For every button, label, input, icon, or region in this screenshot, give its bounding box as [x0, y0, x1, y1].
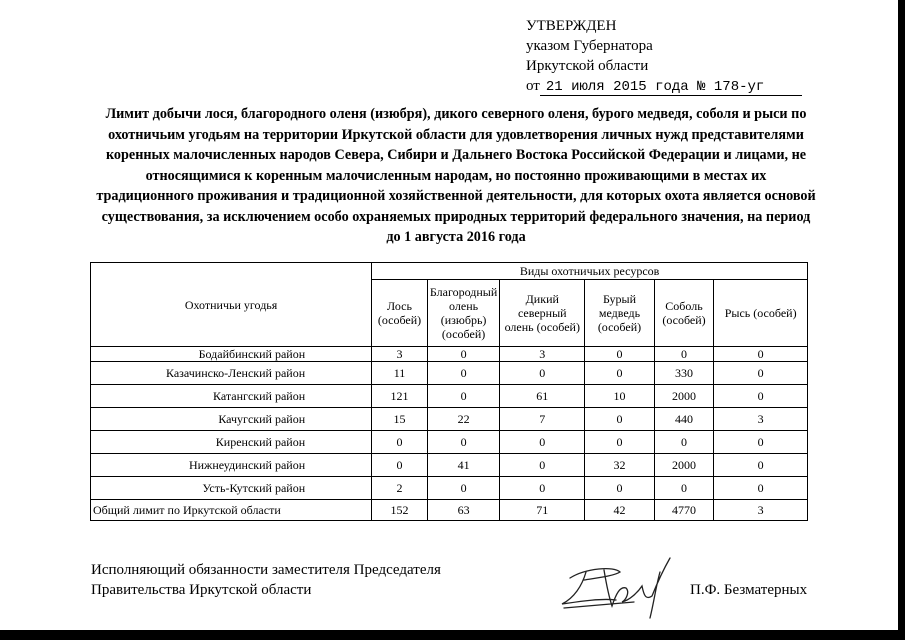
table-row	[91, 408, 808, 431]
scan-border-bottom	[0, 630, 905, 640]
header-resource-types: Виды охотничьих ресурсов	[372, 263, 808, 280]
document-title: Лимит добычи лося, благородного оленя (изюбря), дикого северного оленя, бурого медведя, соболя и рыси по охотничьим угодьям на территории Иркутской области для удовлетворения личных нужд представителями коренных малочисленных народов Севера, Сибири и Дальнего Востока Российской Федерации и лицами, не относящимися к коренным малочисленным народам, но постоянно проживающими в местах их традиционного проживания и традиционной хозяйственной деятельности, для которых охота является основой существования, за исключением особо охраняемых природных территорий федерального значения, на период до 1 августа 2016 года	[96, 106, 816, 245]
signer-position	[91, 560, 441, 600]
limit-value: 0	[427, 477, 499, 500]
hunting-ground-name: Усть-Кутский район	[91, 477, 372, 500]
hunting-ground-name: Казачинско-Ленский район	[91, 362, 372, 385]
limit-value: 2000	[654, 454, 714, 477]
limit-value: 0	[427, 362, 499, 385]
limit-value: 7	[500, 408, 585, 431]
table-row	[91, 454, 808, 477]
limit-value: 3	[372, 347, 428, 362]
hunting-ground-name: Качугский район	[91, 408, 372, 431]
limit-value: 0	[585, 347, 654, 362]
limit-value: 330	[654, 362, 714, 385]
column-header: Благородный олень (изюбрь) (особей)	[427, 280, 499, 347]
total-value: 152	[372, 500, 428, 521]
total-value: 63	[427, 500, 499, 521]
limit-value: 121	[372, 385, 428, 408]
total-value: 42	[585, 500, 654, 521]
limit-value: 0	[585, 431, 654, 454]
limits-table	[90, 262, 808, 521]
limit-value: 0	[714, 477, 808, 500]
limit-value: 2000	[654, 385, 714, 408]
limit-value: 0	[714, 385, 808, 408]
table-row	[91, 477, 808, 500]
column-header: Рысь (особей)	[714, 280, 808, 347]
total-row	[91, 500, 808, 521]
total-value: 3	[714, 500, 808, 521]
limit-value: 61	[500, 385, 585, 408]
limit-value: 0	[500, 362, 585, 385]
table-row	[91, 385, 808, 408]
scan-border-right	[898, 0, 905, 640]
limit-value: 0	[585, 362, 654, 385]
hunting-ground-name: Бодайбинский район	[91, 347, 372, 362]
total-label: Общий лимит по Иркутской области	[91, 500, 372, 521]
header-hunting-grounds: Охотничьи угодья	[91, 263, 372, 347]
table-row	[91, 347, 808, 362]
limit-value: 0	[585, 408, 654, 431]
approval-line: указом Губернатора	[526, 38, 653, 54]
approval-stamp	[526, 16, 802, 96]
limit-value: 0	[427, 385, 499, 408]
hunting-ground-name: Киренский район	[91, 431, 372, 454]
table-row	[91, 362, 808, 385]
limit-value: 0	[427, 431, 499, 454]
limit-value: 440	[654, 408, 714, 431]
column-header: Лось (особей)	[372, 280, 428, 347]
signer-position-line: Исполняющий обязанности заместителя Председателя	[91, 562, 441, 578]
limit-value: 32	[585, 454, 654, 477]
limit-value: 0	[500, 477, 585, 500]
limit-value: 0	[500, 454, 585, 477]
limit-value: 10	[585, 385, 654, 408]
column-header: Бурый медведь (особей)	[585, 280, 654, 347]
approval-line: Иркутской области	[526, 58, 649, 74]
limit-value: 2	[372, 477, 428, 500]
signer-position-line: Правительства Иркутской области	[91, 582, 312, 598]
limit-value: 0	[714, 431, 808, 454]
limit-value: 0	[427, 347, 499, 362]
handwritten-signature	[556, 542, 686, 620]
total-value: 71	[500, 500, 585, 521]
limit-value: 3	[500, 347, 585, 362]
hunting-ground-name: Катангский район	[91, 385, 372, 408]
limit-value: 0	[714, 347, 808, 362]
limit-value: 0	[372, 454, 428, 477]
table-row	[91, 431, 808, 454]
limit-value: 0	[372, 431, 428, 454]
limit-value: 0	[585, 477, 654, 500]
approval-line: УТВЕРЖДЕН	[526, 18, 617, 34]
limit-value: 3	[714, 408, 808, 431]
column-header: Соболь (особей)	[654, 280, 714, 347]
hunting-ground-name: Нижнеудинский район	[91, 454, 372, 477]
total-value: 4770	[654, 500, 714, 521]
limit-value: 0	[654, 477, 714, 500]
limit-value: 11	[372, 362, 428, 385]
limit-value: 0	[714, 454, 808, 477]
limit-value: 15	[372, 408, 428, 431]
limit-value: 0	[714, 362, 808, 385]
signer-name: П.Ф. Безматерных	[690, 582, 808, 598]
limit-value: 0	[500, 431, 585, 454]
approval-date-value: 21 июля 2015 года № 178-уг	[540, 79, 802, 96]
limit-value: 0	[654, 431, 714, 454]
approval-date-prefix: от	[526, 78, 540, 94]
limit-value: 41	[427, 454, 499, 477]
limit-value: 0	[654, 347, 714, 362]
limit-value: 22	[427, 408, 499, 431]
approval-date-line	[526, 76, 802, 96]
column-header: Дикий северный олень (особей)	[500, 280, 585, 347]
